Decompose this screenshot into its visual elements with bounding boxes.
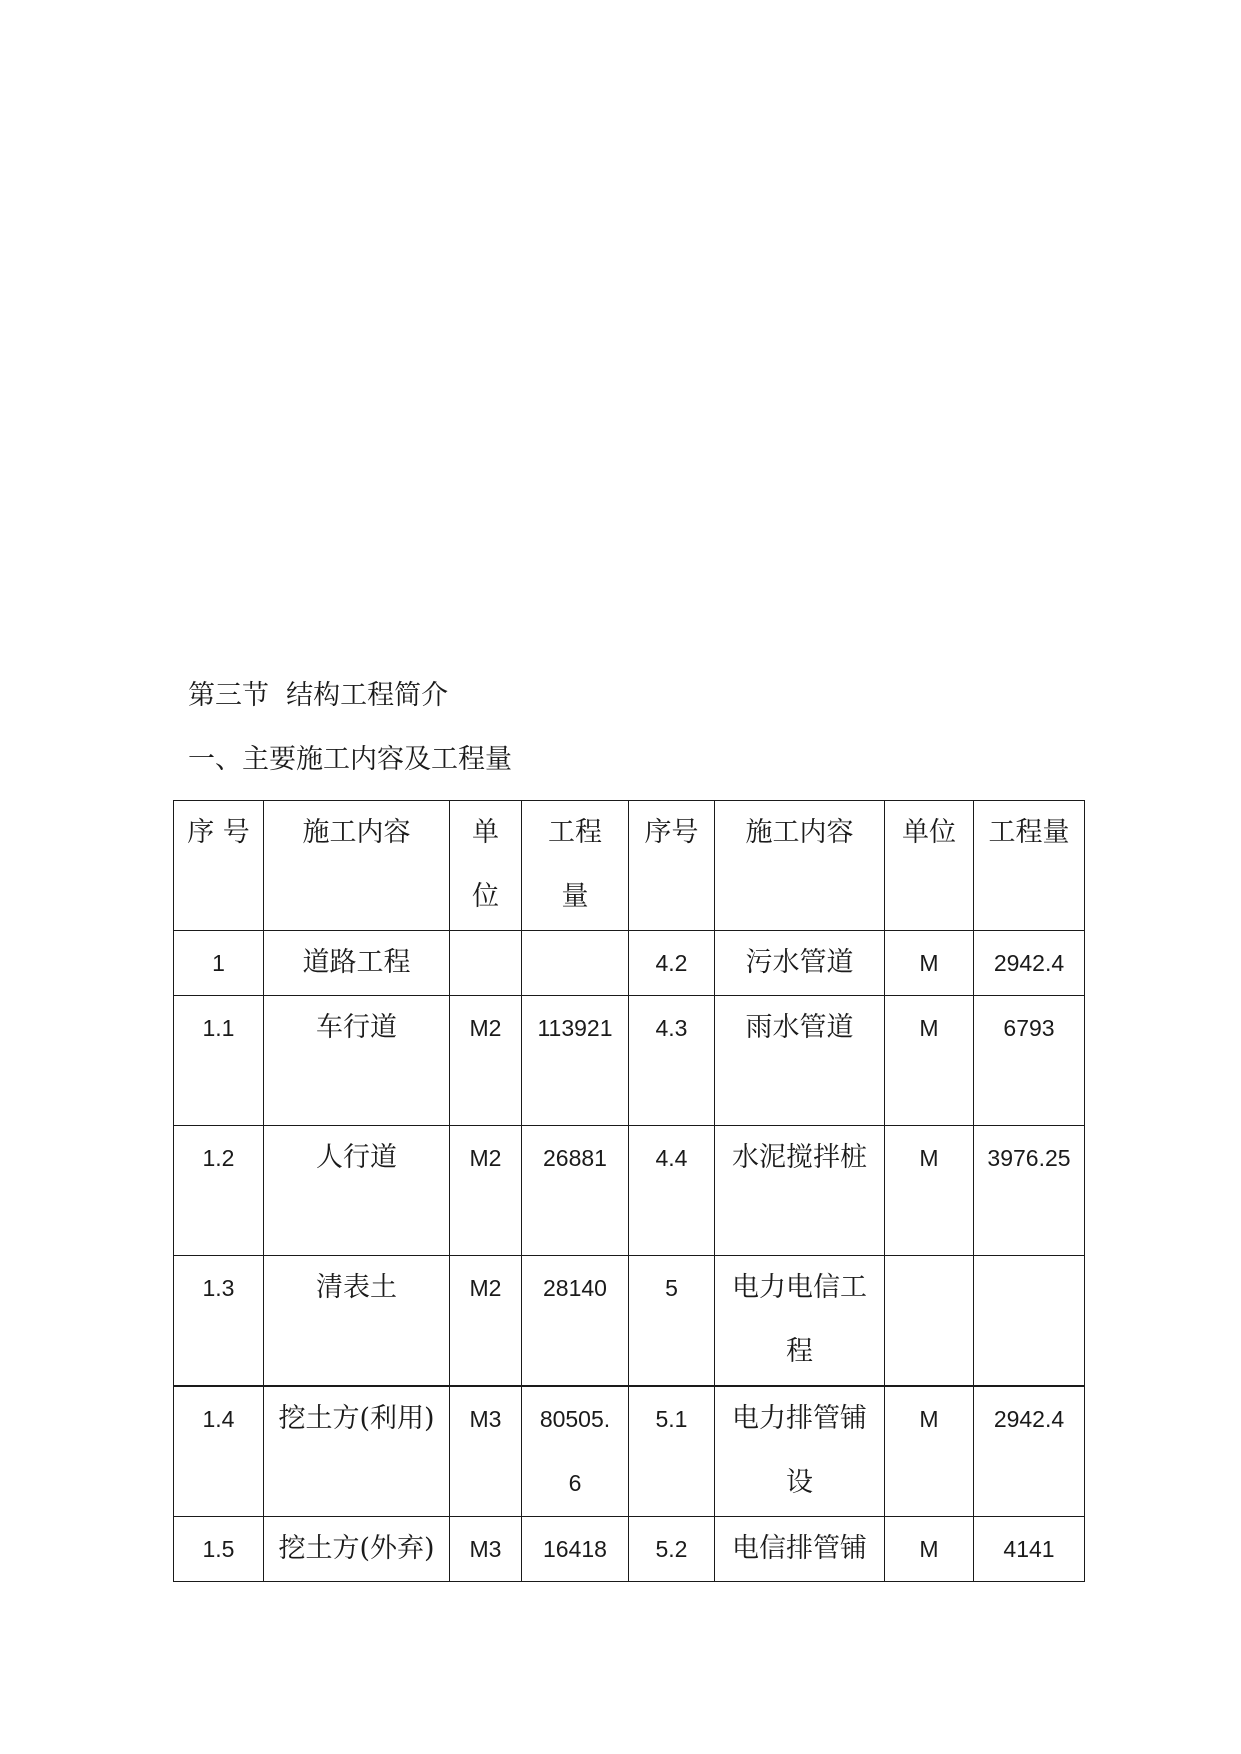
table-cell: 1 bbox=[174, 931, 264, 996]
table-row bbox=[174, 1517, 1085, 1582]
table-cell: 2942.4 bbox=[974, 1386, 1085, 1517]
table-cell: 1.3 bbox=[174, 1256, 264, 1387]
table-cell: 4141 bbox=[974, 1517, 1085, 1582]
table-cell: M2 bbox=[450, 1256, 522, 1387]
table-cell: 4.4 bbox=[629, 1126, 715, 1256]
table-cell: 人行道 bbox=[264, 1126, 450, 1256]
table-cell: 28140 bbox=[522, 1256, 629, 1387]
table-cell: 清表土 bbox=[264, 1256, 450, 1387]
table-cell bbox=[974, 1256, 1085, 1387]
section-title: 第三节 结构工程简介 bbox=[188, 680, 449, 711]
table-row bbox=[174, 996, 1085, 1126]
table-cell: M bbox=[885, 1386, 974, 1517]
table-cell: 26881 bbox=[522, 1126, 629, 1256]
table-cell: 16418 bbox=[522, 1517, 629, 1582]
table-cell: M3 bbox=[450, 1386, 522, 1517]
header-cell: 序号 bbox=[629, 801, 715, 931]
header-cell: 序 号 bbox=[174, 801, 264, 931]
table-cell bbox=[450, 931, 522, 996]
table-cell: 3976.25 bbox=[974, 1126, 1085, 1256]
table-cell: 水泥搅拌桩 bbox=[715, 1126, 885, 1256]
header-cell: 施工内容 bbox=[715, 801, 885, 931]
table-cell: 4.3 bbox=[629, 996, 715, 1126]
table-cell: M3 bbox=[450, 1517, 522, 1582]
header-cell: 单位 bbox=[885, 801, 974, 931]
table-cell: 113921 bbox=[522, 996, 629, 1126]
quantities-table bbox=[173, 800, 1085, 1582]
table-cell: 2942.4 bbox=[974, 931, 1085, 996]
table-cell: M bbox=[885, 1517, 974, 1582]
table-cell: 车行道 bbox=[264, 996, 450, 1126]
table-cell: 1.2 bbox=[174, 1126, 264, 1256]
table-cell: 污水管道 bbox=[715, 931, 885, 996]
table-cell: 80505.6 bbox=[522, 1386, 629, 1517]
table-cell: 5.2 bbox=[629, 1517, 715, 1582]
header-cell: 施工内容 bbox=[264, 801, 450, 931]
table-cell: 挖土方(利用) bbox=[264, 1386, 450, 1517]
header-cell: 工程量 bbox=[974, 801, 1085, 931]
table-row bbox=[174, 931, 1085, 996]
table-cell: 挖土方(外弃) bbox=[264, 1517, 450, 1582]
table-cell: M2 bbox=[450, 1126, 522, 1256]
table-cell: M2 bbox=[450, 996, 522, 1126]
header-cell: 工程量 bbox=[522, 801, 629, 931]
table-row bbox=[174, 1256, 1085, 1387]
table-cell: 电力电信工程 bbox=[715, 1256, 885, 1387]
table-cell: 电信排管铺 bbox=[715, 1517, 885, 1582]
table-cell bbox=[885, 1256, 974, 1387]
subsection-title: 一、主要施工内容及工程量 bbox=[188, 744, 512, 775]
table-row bbox=[174, 1386, 1085, 1517]
table-row bbox=[174, 1126, 1085, 1256]
table-cell: 1.4 bbox=[174, 1386, 264, 1517]
table-cell: 4.2 bbox=[629, 931, 715, 996]
table-cell: M bbox=[885, 931, 974, 996]
table-cell: 1.1 bbox=[174, 996, 264, 1126]
table-cell: M bbox=[885, 1126, 974, 1256]
table-cell: 电力排管铺设 bbox=[715, 1386, 885, 1517]
table-cell: 1.5 bbox=[174, 1517, 264, 1582]
table-cell: 5.1 bbox=[629, 1386, 715, 1517]
table-cell: M bbox=[885, 996, 974, 1126]
table-cell: 雨水管道 bbox=[715, 996, 885, 1126]
table-header-row bbox=[174, 801, 1085, 931]
table-cell: 5 bbox=[629, 1256, 715, 1387]
table-cell: 道路工程 bbox=[264, 931, 450, 996]
table-cell: 6793 bbox=[974, 996, 1085, 1126]
header-cell: 单位 bbox=[450, 801, 522, 931]
table-cell bbox=[522, 931, 629, 996]
